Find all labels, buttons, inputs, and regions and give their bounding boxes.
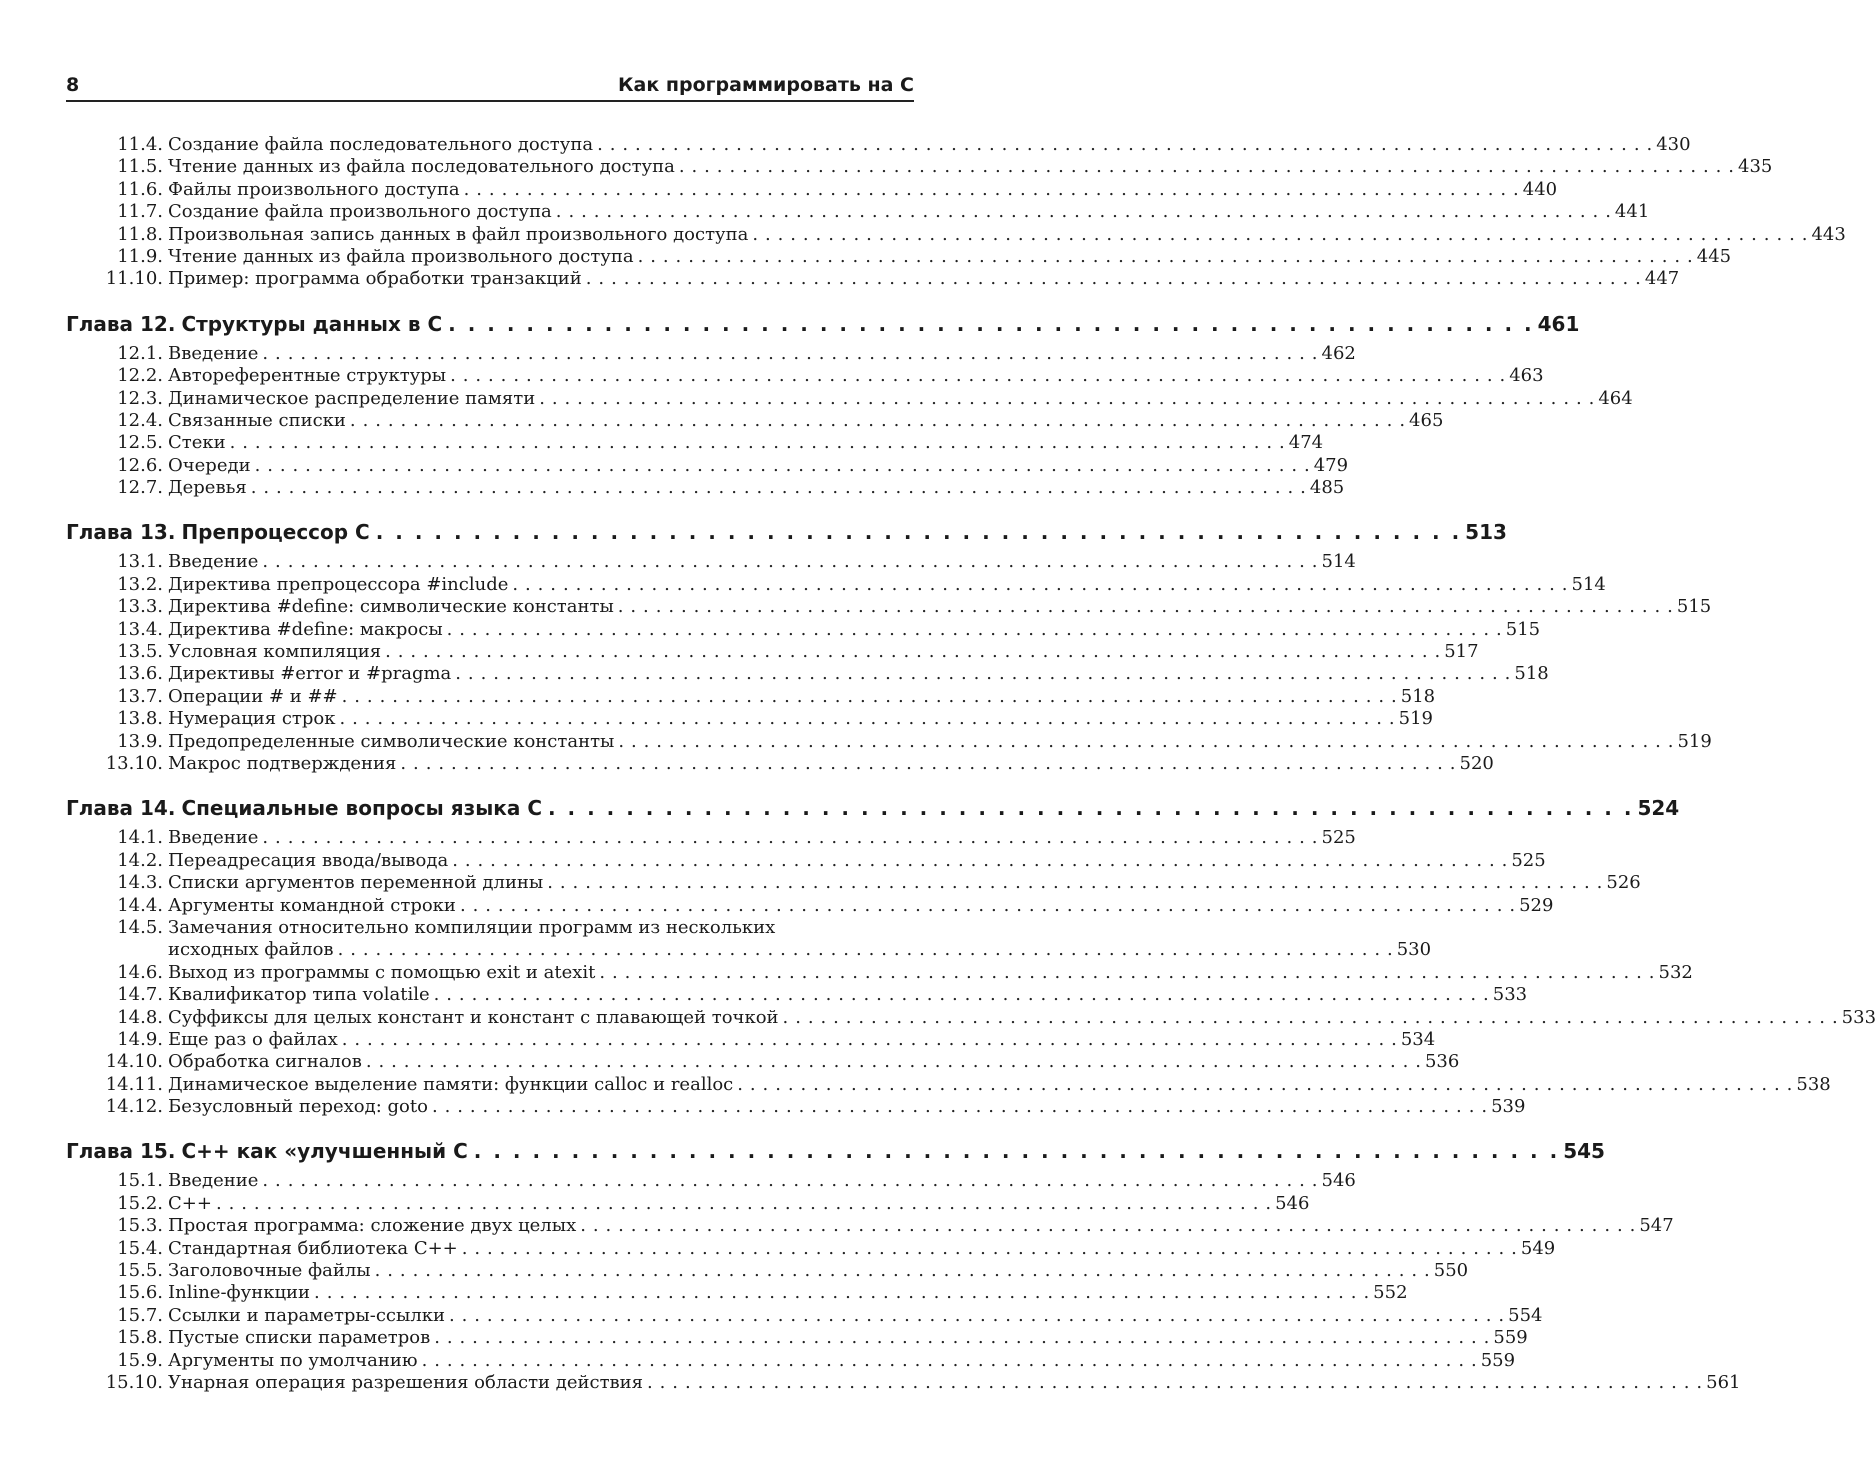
leader-dots: [226, 432, 1285, 454]
entry-number: 13.2.: [117, 573, 163, 595]
entry-title: Введение: [168, 551, 259, 573]
leader-dots: [258, 343, 1317, 365]
entry-title: Директива #define: макросы: [168, 618, 443, 640]
entry-title: Директива препроцессора #include: [168, 573, 509, 595]
entry-page-number: 485: [1309, 477, 1345, 499]
chapter-title: Препроцессор С: [181, 520, 370, 545]
leader-dots: [779, 1007, 1838, 1029]
toc-entry: [66, 961, 1693, 984]
entry-page-number: 547: [1639, 1215, 1674, 1237]
leader-dots: [258, 827, 1317, 849]
chapter-title: С++ как «улучшенный С: [181, 1139, 468, 1164]
entry-title: Динамическое распределение памяти: [168, 387, 536, 409]
entry-page-number: 549: [1520, 1237, 1556, 1259]
entry-number: 15.4.: [117, 1237, 163, 1259]
leader-dots: [370, 517, 1459, 547]
entry-number: 11.9.: [117, 245, 163, 267]
entry-page-number: 515: [1505, 618, 1541, 640]
leader-dots: [542, 793, 1631, 823]
entry-number: 15.5.: [117, 1260, 163, 1282]
toc-entry: [66, 1170, 1356, 1192]
leader-dots: [535, 388, 1594, 410]
entry-page-number: 550: [1433, 1260, 1469, 1282]
leader-dots: [614, 731, 1673, 753]
chapter-heading: [66, 517, 1507, 547]
entry-page-number: 533: [1841, 1006, 1876, 1028]
entry-title: Списки аргументов переменной длины: [168, 872, 544, 894]
entry-title: Переадресация ввода/вывода: [168, 849, 449, 871]
entry-number: 13.8.: [117, 708, 163, 730]
entry-number: 13.1.: [117, 551, 163, 573]
leader-dots: [396, 753, 1455, 775]
entry-title: Суффиксы для целых констант и констант с плавающей точкой: [168, 1006, 779, 1028]
entry-page-number: 514: [1321, 551, 1356, 573]
toc-entry: [66, 178, 1558, 201]
chapter-page-number: 545: [1563, 1139, 1605, 1164]
toc-entry: [66, 1028, 1436, 1051]
entry-page-number: 536: [1424, 1051, 1460, 1073]
toc-entry: [66, 432, 1324, 454]
entry-page-number: 525: [1511, 849, 1546, 871]
leader-dots: [251, 455, 1310, 477]
entry-page-number: 443: [1811, 223, 1846, 245]
toc-entry: [66, 1349, 1516, 1372]
toc-entry: [66, 477, 1345, 499]
entry-title-continued: исходных файлов: [168, 939, 334, 961]
entry-title: Макрос подтверждения: [168, 752, 397, 774]
entry-number: 11.4.: [117, 134, 163, 155]
entry-title: Чтение данных из файла произвольного доступа: [168, 245, 634, 267]
leader-dots: [381, 641, 1440, 663]
leader-dots: [247, 477, 1306, 499]
toc-entry: [66, 1260, 1469, 1282]
entry-title: Стандартная библиотека С++: [168, 1237, 458, 1259]
entry-page-number: 546: [1321, 1170, 1356, 1192]
toc-entry: [66, 134, 1691, 156]
entry-page-number: 559: [1480, 1349, 1516, 1371]
leader-dots: [338, 1029, 1397, 1051]
entry-title: Безусловный переход: goto: [168, 1096, 428, 1118]
toc-entry: [66, 1371, 1741, 1394]
entry-title: Квалификатор типа volatile: [168, 984, 430, 1006]
entry-title: Файлы произвольного доступа: [168, 178, 460, 200]
entry-title: Деревья: [168, 477, 247, 499]
entry-page-number: 532: [1658, 961, 1693, 983]
chapter-page-number: 524: [1637, 796, 1680, 821]
chapter-page-number: 513: [1465, 520, 1507, 545]
entry-number: 13.5.: [117, 641, 163, 663]
leader-dots: [443, 619, 1502, 641]
toc-entry: [66, 201, 1650, 223]
entry-title: Связанные списки: [168, 409, 346, 431]
chapter-label: Глава 15.: [66, 1139, 176, 1164]
entry-number: 15.7.: [117, 1304, 163, 1326]
entry-page-number: 447: [1644, 268, 1680, 290]
toc-entry: [66, 342, 1356, 365]
entry-page-number: 559: [1493, 1327, 1528, 1349]
toc-entry: [66, 708, 1433, 730]
toc-entry: [66, 894, 1554, 917]
leader-dots: [428, 1096, 1487, 1118]
entry-page-number: 534: [1400, 1028, 1436, 1050]
entry-page-number: 463: [1509, 365, 1544, 387]
entry-title: Аргументы командной строки: [168, 894, 456, 916]
entry-page-number: 517: [1444, 641, 1479, 663]
toc-entry: [66, 1304, 1543, 1327]
entry-number: 12.5.: [117, 432, 163, 454]
entry-page-number: 445: [1696, 245, 1732, 267]
entry-number: 12.2.: [117, 365, 163, 387]
entry-title: Введение: [168, 827, 259, 849]
entry-title: Создание файла произвольного доступа: [168, 201, 552, 223]
page-number: 8: [66, 74, 80, 96]
entry-page-number: 533: [1492, 984, 1528, 1006]
entry-page-number: 464: [1598, 387, 1633, 409]
entry-page-number: 526: [1606, 872, 1641, 894]
entry-title: Нумерация строк: [168, 708, 336, 730]
leader-dots: [212, 1193, 1271, 1215]
entry-number: 14.2.: [117, 849, 163, 871]
entry-title: Inline-функции: [168, 1282, 311, 1304]
entry-number: 14.4.: [117, 894, 163, 916]
toc-entry: [66, 1327, 1528, 1349]
entry-title: Простая программа: сложение двух целых: [168, 1215, 577, 1237]
chapter-heading: [66, 793, 1680, 823]
chapter-page-number: 461: [1537, 311, 1580, 336]
entry-title: Пример: программа обработки транзакций: [168, 268, 582, 290]
entry-number: 13.6.: [117, 663, 163, 685]
entry-page-number: 518: [1400, 685, 1436, 707]
entry-title: Динамическое выделение памяти: функции calloc и realloc: [168, 1073, 734, 1095]
toc-entry-continuation: [66, 939, 1432, 961]
entry-title: Пустые списки параметров: [168, 1327, 431, 1349]
toc-entry: [66, 1006, 1876, 1029]
entry-number: 15.8.: [117, 1327, 163, 1349]
entry-title: Еще раз о файлах: [168, 1028, 338, 1050]
entry-page-number: 520: [1459, 752, 1494, 774]
leader-dots: [446, 365, 1505, 387]
toc-entry: [66, 596, 1712, 618]
entry-number: 14.11.: [105, 1073, 163, 1095]
leader-dots: [508, 574, 1567, 596]
leader-dots: [445, 1305, 1504, 1327]
leader-dots: [371, 1260, 1430, 1282]
entry-title: Заголовочные файлы: [168, 1260, 371, 1282]
entry-title: Произвольная запись данных в файл произвольного доступа: [168, 223, 749, 245]
entry-number: 14.12.: [105, 1096, 163, 1118]
entry-title: Предопределенные символические константы: [168, 730, 615, 752]
leader-dots: [552, 201, 1611, 223]
page-header: [66, 74, 914, 102]
entry-page-number: 441: [1614, 201, 1650, 223]
entry-number: 13.4.: [117, 618, 163, 640]
entry-number: 11.8.: [117, 223, 163, 245]
leader-dots: [595, 962, 1654, 984]
entry-number: 13.3.: [117, 596, 163, 618]
entry-page-number: 530: [1396, 939, 1432, 961]
entry-number: 15.9.: [117, 1349, 163, 1371]
toc-entry: [66, 1282, 1408, 1304]
entry-title: Ссылки и параметры-ссылки: [168, 1304, 445, 1326]
toc-entry: [66, 454, 1349, 477]
entry-number: 15.10.: [105, 1371, 163, 1393]
toc-entry: [66, 387, 1633, 410]
entry-number: 14.5.: [117, 916, 163, 938]
leader-dots: [634, 246, 1693, 268]
leader-dots: [458, 1238, 1517, 1260]
entry-page-number: 539: [1491, 1096, 1526, 1118]
chapter-label: Глава 14.: [66, 796, 176, 821]
entry-number: 14.10.: [105, 1051, 163, 1073]
toc-entry: [66, 849, 1546, 872]
entry-number: 15.6.: [117, 1282, 163, 1304]
entry-title: Директива #define: символические константы: [168, 596, 614, 618]
toc-entry: [66, 409, 1444, 432]
entry-number: 12.1.: [117, 342, 163, 364]
leader-dots: [748, 224, 1807, 246]
entry-number: 12.4.: [117, 409, 163, 431]
leader-dots: [336, 708, 1395, 730]
entry-number: 13.7.: [117, 685, 163, 707]
entry-page-number: 519: [1398, 708, 1433, 730]
leader-dots: [346, 410, 1405, 432]
entry-title: Автореферентные структуры: [168, 365, 447, 387]
entry-page-number: 554: [1508, 1304, 1543, 1326]
chapter-label: Глава 13.: [66, 520, 176, 545]
entry-title: Выход из программы с помощью exit и atexit: [168, 961, 596, 983]
toc-entry: [66, 223, 1846, 246]
entry-page-number: 515: [1676, 596, 1712, 618]
leader-dots: [593, 134, 1652, 156]
entry-number: 11.6.: [117, 178, 163, 200]
entry-number: 14.6.: [117, 961, 163, 983]
toc-entry: [66, 1192, 1310, 1215]
toc-entry: [66, 1051, 1460, 1073]
toc-entry: [66, 551, 1356, 573]
toc-entry: [66, 573, 1606, 596]
leader-dots: [675, 156, 1734, 178]
running-title: Как программировать на С: [617, 74, 914, 96]
toc-entry: [66, 917, 914, 939]
toc-entry: [66, 268, 1680, 290]
leader-dots: [460, 179, 1519, 201]
leader-dots: [430, 984, 1489, 1006]
leader-dots: [576, 1215, 1635, 1237]
leader-dots: [310, 1282, 1369, 1304]
entry-page-number: 430: [1656, 134, 1691, 155]
entry-number: 11.10.: [105, 268, 163, 290]
entry-number: 11.5.: [117, 156, 163, 178]
entry-number: 11.7.: [117, 201, 163, 223]
entry-title: Введение: [168, 342, 259, 364]
entry-page-number: 529: [1519, 894, 1554, 916]
chapter-title: Структуры данных в С: [181, 311, 443, 336]
leader-dots: [418, 1350, 1477, 1372]
leader-dots: [643, 1372, 1702, 1394]
entry-page-number: 435: [1738, 156, 1773, 178]
entry-number: 14.1.: [117, 827, 163, 849]
leader-dots: [430, 1327, 1489, 1349]
toc-entry: [66, 663, 1549, 685]
chapter-heading: [66, 309, 1580, 339]
entry-page-number: 479: [1313, 454, 1349, 476]
toc-entry: [66, 1096, 1526, 1118]
toc-entry: [66, 245, 1732, 268]
toc-entry: [66, 1215, 1674, 1237]
entry-number: 14.8.: [117, 1006, 163, 1028]
entry-number: 14.7.: [117, 984, 163, 1006]
toc-entry: [66, 984, 1528, 1006]
toc-entry: [66, 685, 1436, 708]
table-of-contents: [66, 134, 1876, 1394]
toc-entry: [66, 1073, 1831, 1096]
entry-title: Чтение данных из файла последовательного доступа: [168, 156, 675, 178]
toc-entry: [66, 827, 1356, 849]
entry-number: 13.10.: [105, 752, 163, 774]
leader-dots: [338, 686, 1397, 708]
entry-title: Обработка сигналов: [168, 1051, 362, 1073]
leader-dots: [334, 939, 1393, 961]
toc-entry: [66, 1237, 1556, 1260]
entry-number: 14.9.: [117, 1028, 163, 1050]
entry-title: Условная компиляция: [168, 641, 382, 663]
entry-title: Стеки: [168, 432, 226, 454]
entry-page-number: 561: [1706, 1371, 1741, 1393]
leader-dots: [468, 1136, 1557, 1166]
entry-page-number: 519: [1677, 730, 1712, 752]
entry-page-number: 514: [1571, 573, 1606, 595]
leader-dots: [448, 850, 1507, 872]
toc-entry: [66, 641, 1479, 663]
entry-title: Введение: [168, 1170, 259, 1192]
leader-dots: [258, 551, 1317, 573]
entry-number: 15.2.: [117, 1192, 163, 1214]
leader-dots: [362, 1051, 1421, 1073]
entry-number: 12.7.: [117, 477, 163, 499]
entry-title: Операции # и ##: [168, 685, 338, 707]
toc-entry: [66, 365, 1544, 387]
entry-number: 15.3.: [117, 1215, 163, 1237]
entry-title: Директивы #error и #pragma: [168, 663, 452, 685]
leader-dots: [614, 596, 1673, 618]
leader-dots: [258, 1170, 1317, 1192]
entry-page-number: 525: [1321, 827, 1356, 849]
leader-dots: [733, 1074, 1792, 1096]
entry-page-number: 546: [1275, 1192, 1310, 1214]
entry-page-number: 474: [1288, 432, 1324, 454]
entry-title: Унарная операция разрешения области действия: [168, 1371, 644, 1393]
entry-title: Очереди: [168, 454, 251, 476]
leader-dots: [456, 895, 1515, 917]
entry-number: 12.3.: [117, 387, 163, 409]
chapter-title: Специальные вопросы языка С: [181, 796, 542, 821]
chapter-label: Глава 12.: [66, 311, 176, 336]
entry-page-number: 440: [1522, 178, 1558, 200]
toc-entry: [66, 872, 1641, 894]
entry-number: 15.1.: [117, 1170, 163, 1192]
toc-entry: [66, 752, 1494, 775]
entry-page-number: 518: [1514, 663, 1549, 685]
entry-page-number: 465: [1409, 409, 1444, 431]
leader-dots: [442, 309, 1531, 339]
entry-page-number: 462: [1321, 342, 1356, 364]
toc-entry: [66, 618, 1541, 641]
toc-entry: [66, 730, 1712, 753]
entry-title: Аргументы по умолчанию: [168, 1349, 418, 1371]
entry-number: 13.9.: [117, 730, 163, 752]
chapter-heading: [66, 1136, 1605, 1166]
entry-page-number: 552: [1373, 1282, 1408, 1304]
entry-number: 14.3.: [117, 872, 163, 894]
toc-entry: [66, 156, 1773, 178]
entry-title: Создание файла последовательного доступа: [168, 134, 594, 155]
entry-page-number: 538: [1796, 1073, 1831, 1095]
leader-dots: [543, 872, 1602, 894]
entry-number: 12.6.: [117, 454, 163, 476]
leader-dots: [451, 663, 1510, 685]
entry-title: С++: [168, 1192, 212, 1214]
entry-title: Замечания относительно компиляции программ из нескольких: [168, 916, 776, 938]
leader-dots: [582, 268, 1641, 290]
